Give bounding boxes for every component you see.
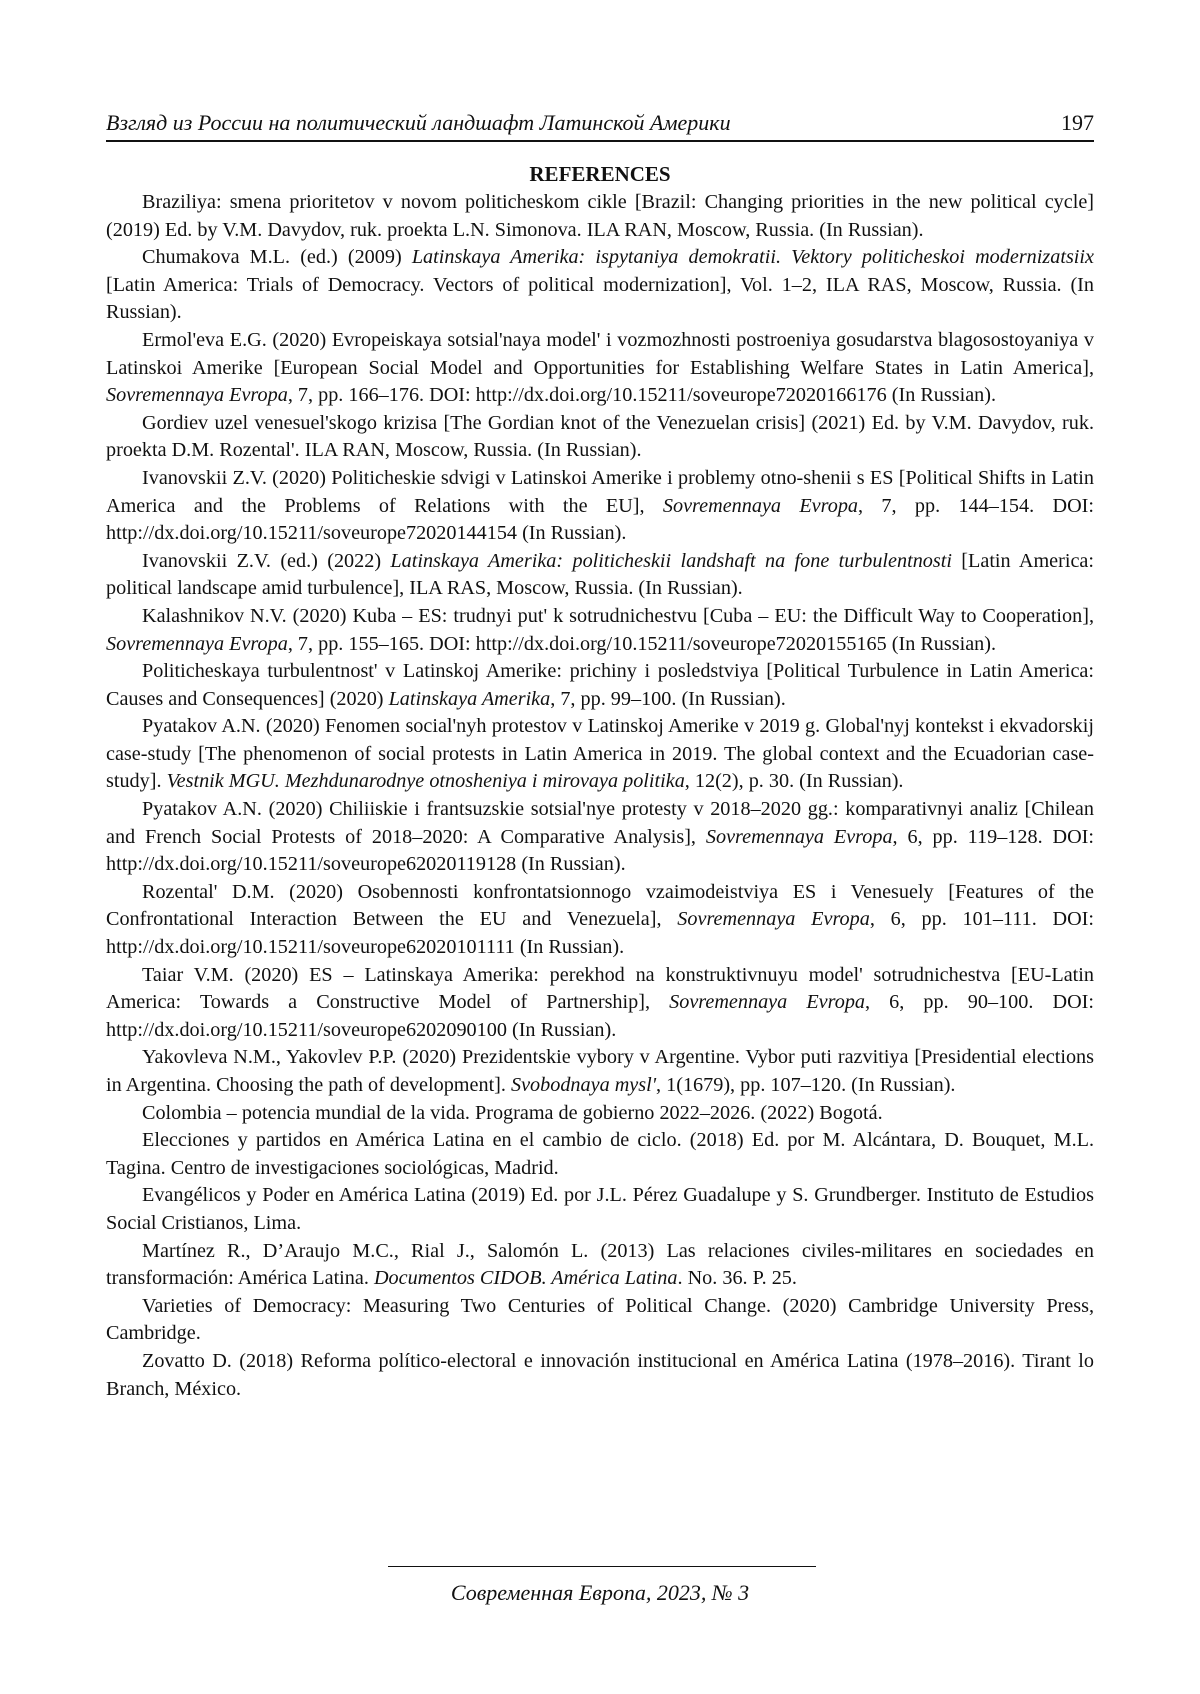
reference-item: Martínez R., D’Araujo M.C., Rial J., Salomón L. (2013) Las relaciones civiles-militares en sociedades en transformación: América Latina. Documentos CIDOB. América Latina. No. 36. P. 25. — [106, 1239, 1094, 1290]
reference-item: Varieties of Democracy: Measuring Two Centuries of Political Change. (2020) Cambridge University Press, Cambridge. — [106, 1294, 1094, 1345]
reference-item: Zovatto D. (2018) Reforma político-electoral e innovación institucional en América Latina (1978–2016). Tirant lo Branch, México. — [106, 1349, 1094, 1400]
reference-item: Taiar V.M. (2020) ES – Latinskaya Amerika: perekhod na konstruktivnuyu model' sotrudnichestva [EU-Latin America: Towards a Constructive Model of Partnership], Sovremennaya Evropa, 6, pp. 90–100. DOI: http://dx.doi.org/10.15211/soveurope6202090100 (In Russian). — [106, 963, 1094, 1041]
reference-item: Elecciones y partidos en América Latina en el cambio de ciclo. (2018) Ed. por M. Alcántara, D. Bouquet, M.L. Tagina. Centro de investigaciones sociológicas, Madrid. — [106, 1129, 1094, 1179]
reference-item: Ivanovskii Z.V. (ed.) (2022) Latinskaya Amerika: politicheskii landshaft na fone turbulentnosti [Latin America: political landscape amid turbulence], ILA RAS, Moscow, Russia. (In Russian). — [106, 549, 1094, 600]
page-number: 197 — [1061, 110, 1094, 135]
reference-item: Yakovleva N.M., Yakovlev P.P. (2020) Prezidentskie vybory v Argentine. Vybor puti razvitiya [Presidential elections in Argentina. Choosing the path of development]. Svobodnaya mysl', 1(1679), pp. 107–120. (In Russian). — [106, 1046, 1094, 1096]
references-section — [106, 160, 1094, 1403]
reference-item: Pyatakov A.N. (2020) Fenomen social'nyh protestov v Latinskoj Amerike v 2019 g. Global'nyj kontekst i ekvadorskij case-study [The phenomenon of social protests in Latin America in 2019. The global context and the Ecuadorian case-study]. Vestnik MGU. Mezhdunarodnye otnosheniya i mirovaya politika, 12(2), p. 30. (In Russian). — [106, 715, 1094, 793]
journal-footer: Современная Европа, 2023, № 3 — [450, 1580, 750, 1605]
reference-item: Ermol'eva E.G. (2020) Evropeiskaya sotsial'naya model' i vozmozhnosti postroeniya gosudarstva blagosostoyaniya v Latinskoi Amerike [European Social Model and Opportunities for Establishing Welfare States in Latin America], Sovremennaya Evropa, 7, pp. 166–176. DOI: http://dx.doi.org/10.15211/soveurope72020166176 (In Russian). — [106, 328, 1094, 407]
references-heading: REFERENCES — [529, 162, 671, 186]
reference-item: Rozental' D.M. (2020) Osobennosti konfrontatsionnogo vzaimodeistviya ES i Venesuely [Features of the Confrontational Interaction Between the EU and Venezuela], Sovremennaya Evropa, 6, pp. 101–111. DOI: http://dx.doi.org/10.15211/soveurope62020101111 (In Russian). — [106, 880, 1094, 959]
reference-item: Braziliya: smena prioritetov v novom politicheskom cikle [Brazil: Changing priorities in the new political cycle] (2019) Ed. by V.M. Davydov, ruk. proekta L.N. Simonova. ILA RAN, Moscow, Russia. (In Russian). — [106, 191, 1094, 241]
footer-divider — [388, 1566, 816, 1567]
running-title: Взгляд из России на политический ландшафт Латинской Америки — [106, 110, 731, 135]
reference-item: Politicheskaya turbulentnost' v Latinskoj Amerike: prichiny i posledstviya [Political Turbulence in Latin America: Causes and Consequences] (2020) Latinskaya Amerika, 7, pp. 99–100. (In Russian). — [106, 660, 1094, 710]
reference-item: Evangélicos y Poder en América Latina (2019) Ed. por J.L. Pérez Guadalupe y S. Grundberger. Instituto de Estudios Social Cristianos, Lima. — [106, 1184, 1094, 1234]
page-header — [106, 102, 1094, 142]
reference-item: Chumakova M.L. (ed.) (2009) Latinskaya Amerika: ispytaniya demokratii. Vektory politicheskoi modernizatsiix [Latin America: Trials of Democracy. Vectors of political modernization], Vol. 1–2, ILA RAS, Moscow, Russia. (In Russian). — [106, 246, 1094, 324]
reference-item: Kalashnikov N.V. (2020) Kuba – ES: trudnyi put' k sotrudnichestvu [Cuba – EU: the Difficult Way to Cooperation], Sovremennaya Evropa, 7, pp. 155–165. DOI: http://dx.doi.org/10.15211/soveurope72020155165 (In Russian). — [106, 604, 1094, 655]
reference-item: Colombia – potencia mundial de la vida. Programa de gobierno 2022–2026. (2022) Bogotá. — [142, 1101, 883, 1124]
reference-item: Ivanovskii Z.V. (2020) Politicheskie sdvigi v Latinskoi Amerike i problemy otno-shenii s ES [Political Shifts in Latin America and the Problems of Relations with the EU], Sovremennaya Evropa, 7, pp. 144–154. DOI: http://dx.doi.org/10.15211/soveurope72020144154 (In Russian). — [106, 466, 1094, 545]
reference-item: Pyatakov A.N. (2020) Chiliiskie i frantsuzskie sotsial'nye protesty v 2018–2020 gg.: komparativnyi analiz [Chilean and French Social Protests of 2018–2020: A Comparative Analysis], Sovremennaya Evropa, 6, pp. 119–128. DOI: http://dx.doi.org/10.15211/soveurope62020119128 (In Russian). — [106, 798, 1094, 876]
reference-item: Gordiev uzel venesuel'skogo krizisa [The Gordian knot of the Venezuelan crisis] (2021) Ed. by V.M. Davydov, ruk. proekta D.M. Rozental'. ILA RAN, Moscow, Russia. (In Russian). — [106, 411, 1094, 462]
